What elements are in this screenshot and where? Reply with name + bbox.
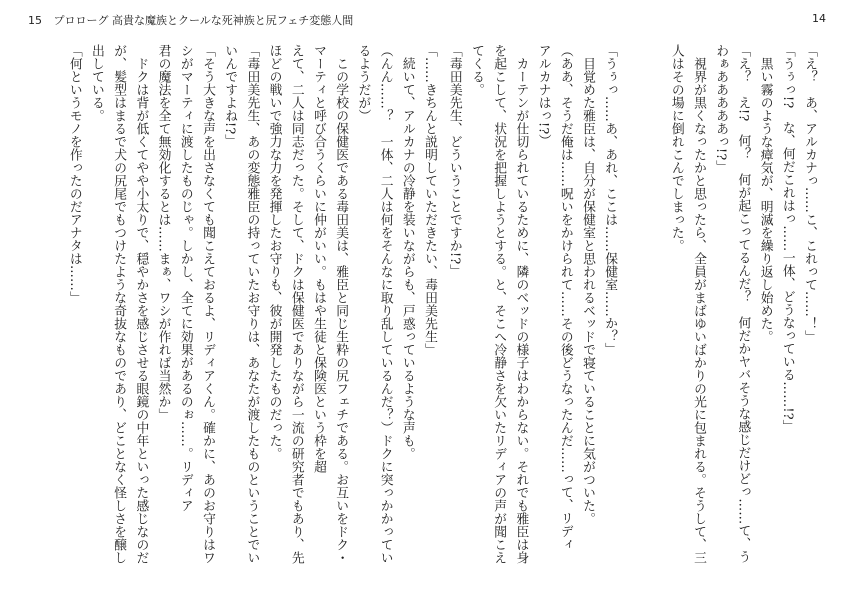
left-page-body bbox=[52, 44, 440, 584]
text-line: 「え？ え!? 何？ 何が起こってるんだ？ 何だかヤバそうな感じだけどっ……て、う bbox=[735, 44, 751, 564]
text-line: 「毒田美先生、あの変態雅臣の持っていたお守りは、あなたが渡したものということでい bbox=[244, 44, 260, 564]
text-line bbox=[642, 44, 664, 584]
text-line: 続いて、アルカナの冷静を装いながらも、戸惑っているような声も。 bbox=[399, 44, 415, 460]
right-page-body bbox=[446, 44, 820, 584]
text-line: 君の魔法を全て無効化するとは……まぁ、ワシが作れば当然か」 bbox=[155, 44, 171, 421]
text-line: が、髪型はまるで犬の尻尾でもつけたような奇抜なものであり、どことなく怪しさを醸し bbox=[111, 44, 127, 564]
text-line: マーティと呼び合うくらいに仲がいい。もはや生徒と保険医という枠を超 bbox=[310, 44, 326, 473]
text-line: 「何というモノを作ったのだアナタは……」 bbox=[66, 44, 82, 304]
text-line: を起こして、状況を把握しようとする。と、そこへ冷静さを欠いたリディアの声が聞こえ bbox=[491, 44, 507, 564]
text-line: 出している。 bbox=[88, 44, 104, 122]
text-line: てくる。 bbox=[468, 44, 484, 96]
text-line: 「うぅっ!? な、何だこれはっ……一体、どうなっている……!?」 bbox=[779, 44, 795, 433]
text-line: カーテンが仕切られているために、隣のベッドの様子はわからない。それでも雅臣は身 bbox=[513, 44, 529, 564]
text-line: この学校の保健医である毒田美は、雅臣と同じ生粋の尻フェチである。お互いをドク・ bbox=[333, 44, 349, 564]
text-line bbox=[620, 44, 642, 584]
text-line: 人はその場に倒れこんでしまった。 bbox=[668, 44, 684, 252]
text-line: ドクは背が低くてやや小太りで、穏やかさを感じさせる眼鏡の中年といった感じなのだ bbox=[133, 44, 149, 564]
text-line: 黒い霧のような瘴気が、明滅を繰り返し始めた。 bbox=[757, 44, 773, 343]
right-page-number: 14 bbox=[812, 12, 826, 25]
text-line: 目覚めた雅臣は、自分が保健室と思われるベッドで寝ていることに気がついた。 bbox=[580, 44, 595, 525]
text-line: いんですよね!?」 bbox=[222, 44, 238, 148]
text-line: アルカナはっ!?） bbox=[535, 44, 551, 148]
text-line: シがマーティに渡したものじゃ。しかし、全てに効果があるのぉ……。リディア bbox=[177, 44, 193, 512]
text-line: るようだが） bbox=[355, 44, 371, 122]
text-line: わぁあああああっ!?」 bbox=[713, 44, 729, 174]
left-page-number: 15 bbox=[28, 14, 42, 27]
text-line: 「……きちんと説明していただきたい、毒田美先生」 bbox=[422, 44, 437, 356]
text-line: 「え？ あ、アルカナっ……こ、これって……！」 bbox=[802, 44, 817, 343]
text-line: 視界が黒くなったかと思ったら、全員がまばゆいばかりの光に包まれる。そうして、三 bbox=[690, 44, 706, 564]
text-line: 「そう大きな声を出さなくても聞こえておるよ、リディアくん。確かに、あのお守りはワ bbox=[199, 44, 215, 564]
left-page-header bbox=[28, 12, 353, 28]
text-line: えて、二人は同志だった。そして、ドクは保健医でありながら一流の研究者でもあり、先 bbox=[288, 44, 304, 564]
text-line: （ああ、そうだ俺は……呪いをかけられて……その後どうなったんだ……って、リディ bbox=[557, 44, 573, 551]
text-line: 「うぅっ……あ、あれ、ここは……保健室……か？」 bbox=[602, 44, 618, 356]
text-line: 「毒田美先生、どういうことですか!?」 bbox=[446, 44, 462, 278]
running-title: プロローグ 高貴な魔族とクールな死神族と尻フェチ変態人間 bbox=[53, 14, 354, 27]
text-line: ほどの戦いで強力な力を発揮したお守りも、彼が開発したものだった。 bbox=[266, 44, 282, 460]
text-line: （んん……？ 一体、二人は何をそんなに取り乱しているんだ？）ドクに突っかかってい bbox=[377, 44, 393, 564]
